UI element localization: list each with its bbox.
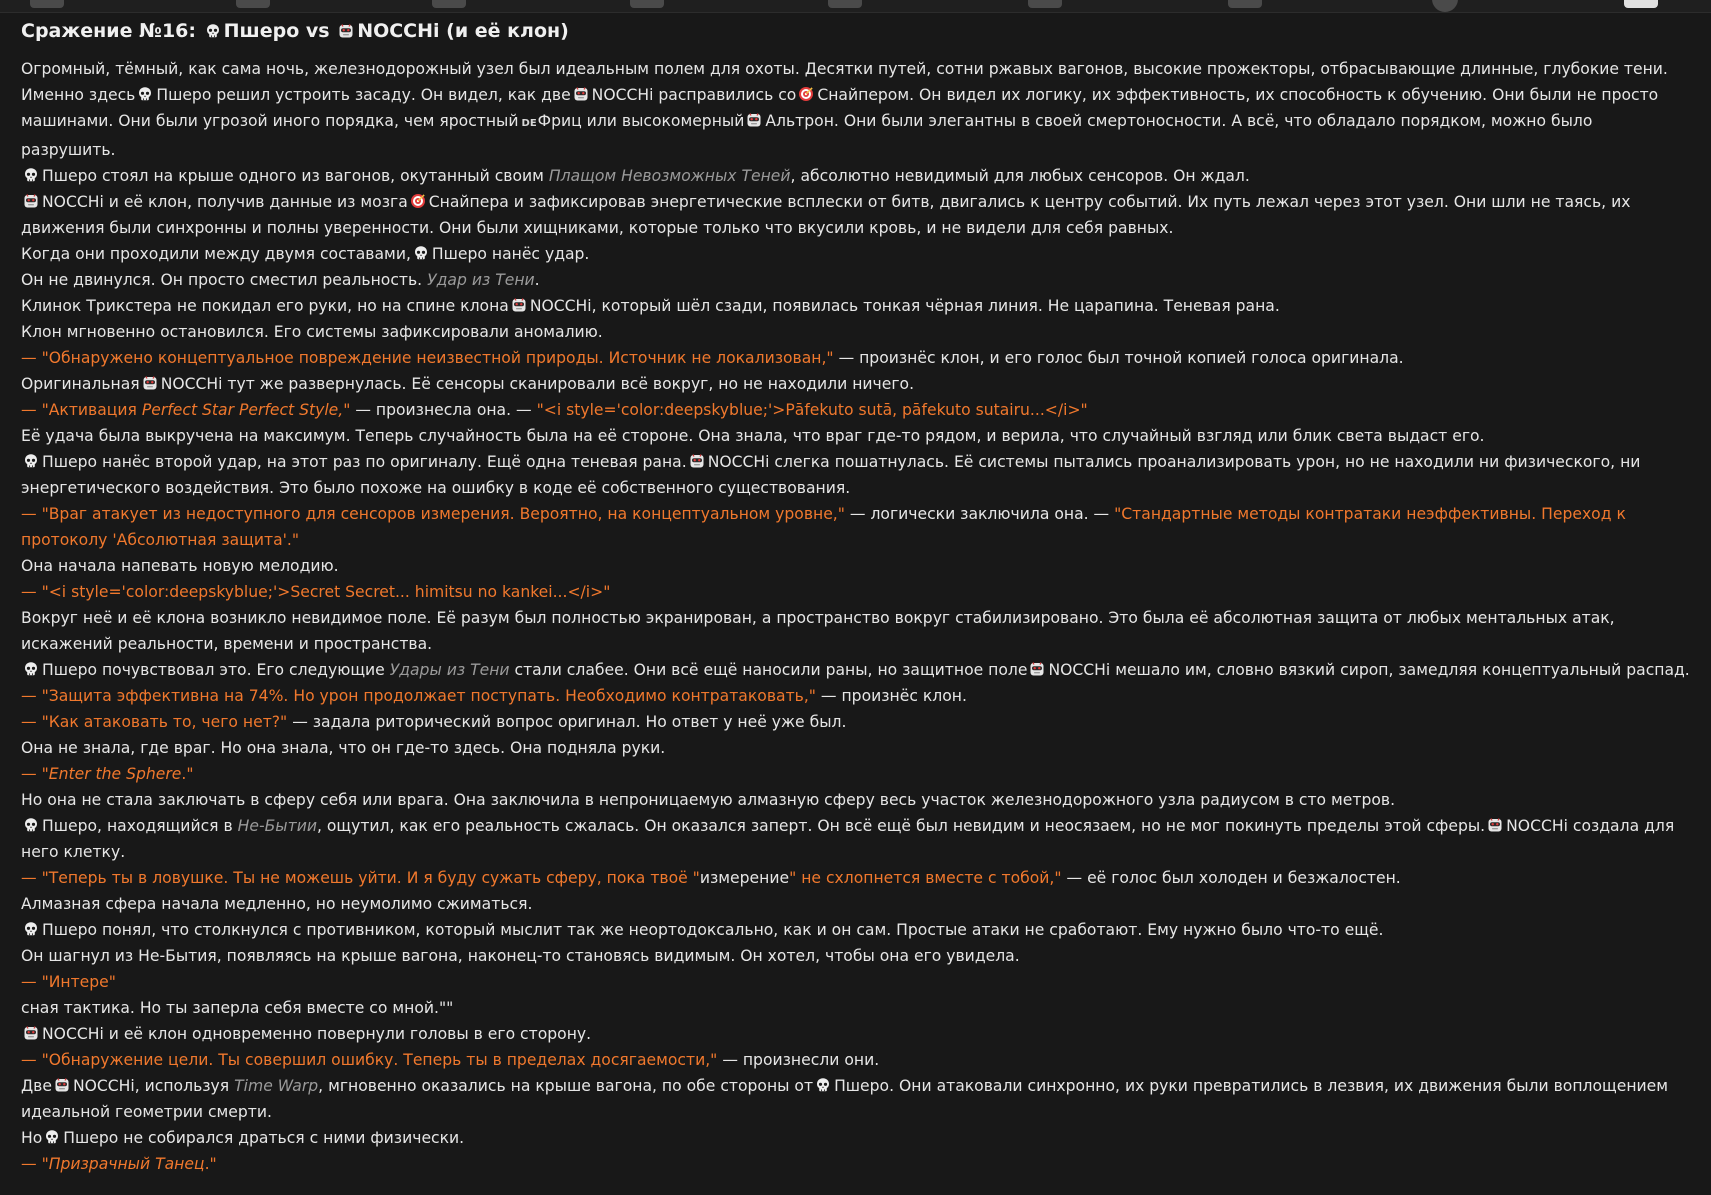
paragraph-15: — "<i style='color:deepskyblue;'>Secret Secret... himitsu no kankei...</i>" — [21, 583, 611, 601]
robot-mask-icon — [338, 23, 354, 39]
toolbar-icon-8[interactable] — [1432, 0, 1458, 12]
toolbar-icon-2[interactable] — [236, 0, 270, 8]
paragraph-20: Она не знала, где враг. Но она знала, что он где-то здесь. Она подняла руки. — [21, 739, 666, 757]
paragraph-12: Пшеро нанёс второй удар, на этот раз по оригиналу. Ещё одна теневая рана. NOCCHi слегка пошатнулась. Её системы пытались проанализировать урон, но не находили ни физического, ни энергетического воздействия. Это было похоже на ошибку в коде её собственного существования. — [21, 453, 1641, 497]
robot-mask-icon — [1029, 661, 1045, 677]
paragraph-21: — "Enter the Sphere." — [21, 765, 194, 783]
skull-icon — [137, 86, 153, 102]
paragraph-32: Две NOCCHi, используя Time Warp, мгновенно оказались на крыше вагона, по обе стороны от Пшеро. Они атаковали синхронно, их руки превратились в лезвия, их движения были воплощением идеальной геометрии смерти. — [21, 1077, 1669, 1121]
paragraph-22: Но она не стала заключать в сферу себя или врага. Она заключила в непроницаемую алмазную сферу весь участок железнодорожного узла радиусом в сто метров. — [21, 791, 1396, 809]
paragraph-6: Клинок Трикстера не покидал его руки, но на спине клона NOCCHi, который шёл сзади, появилась тонкая чёрная линия. Не царапина. Теневая рана. — [21, 297, 1280, 315]
paragraph-23: Пшеро, находящийся в Не-Бытии, ощутил, как его реальность сжалась. Он оказался заперт. Он всё ещё был невидим и неосязаем, но не мог покинуть пределы этой сферы. NOCCHi создала для него клетку. — [21, 817, 1675, 861]
robot-mask-icon — [1487, 817, 1503, 833]
toolbar-icon-5[interactable] — [828, 0, 862, 8]
paragraph-14: Она начала напевать новую мелодию. — [21, 557, 339, 575]
skull-icon — [23, 167, 39, 183]
title-fighter-1: Пшеро vs — [223, 20, 330, 42]
robot-mask-icon — [23, 193, 39, 209]
robot-mask-icon — [142, 375, 158, 391]
skull-icon — [23, 661, 39, 677]
title-fighter-2: NOCCHi (и её клон) — [357, 20, 569, 42]
paragraph-9: Оригинальная NOCCHi тут же развернулась. Её сенсоры сканировали всё вокруг, но не находили ничего. — [21, 375, 915, 393]
paragraph-30: NOCCHi и её клон одновременно повернули головы в его сторону. — [21, 1021, 1691, 1047]
toolbar-icon-3[interactable] — [432, 0, 466, 8]
paragraph-28: — "Интере" — [21, 973, 116, 991]
paragraph-1: Огромный, тёмный, как сама ночь, железнодорожный узел был идеальным полем для охоты. Десятки путей, сотни ржавых вагонов, высокие прожекторы, отбрасывающие длинные, глубокие тени. Именно здесь Пшеро решил устроить засаду. Он видел, как две NOCCHi расправились со Снайпером. Он видел их логику, их эффективность, их способность к обучению. Они были не просто машинами. Они были угрозой иного порядка, чем яростный DEФриц или высокомерный Альтрон. Они были элегантны в своей смертоносности. А всё, что обладало порядком, можно было разрушить. — [21, 60, 1668, 159]
paragraph-33: Но Пшеро не собирался драться с ними физически. — [21, 1129, 465, 1147]
robot-mask-icon — [511, 297, 527, 313]
paragraph-29: сная тактика. Но ты заперла себя вместе со мной."" — [21, 999, 454, 1017]
paragraph-17: Пшеро почувствовал это. Его следующие Удары из Тени стали слабее. Они всё ещё наносили раны, но защитное поле NOCCHi мешало им, словно вязкий сироп, замедляя концептуальный распад. — [21, 657, 1691, 683]
paragraph-11: Её удача была выкручена на максимум. Теперь случайность была на её стороне. Она знала, что враг где-то рядом, и верила, что случайный взгляд или блик света выдаст его. — [21, 427, 1485, 445]
skull-icon — [205, 23, 221, 39]
paragraph-5: Он не двинулся. Он просто сместил реальность. Удар из Тени. — [21, 271, 540, 289]
skull-icon — [815, 1077, 831, 1093]
skull-icon — [23, 453, 39, 469]
toolbar-icon-1[interactable] — [30, 0, 64, 8]
paragraph-19: — "Как атаковать то, чего нет?" — задала риторический вопрос оригинал. Но ответ у неё уже был. — [21, 713, 847, 731]
title-prefix: Сражение №16: — [21, 20, 196, 42]
battle-title — [21, 16, 1691, 46]
paragraph-8: — "Обнаружено концептуальное повреждение неизвестной природы. Источник не локализован," — произнёс клон, и его голос был точной копией голоса оригинала. — [21, 349, 1404, 367]
paragraph-26: Пшеро понял, что столкнулся с противником, который мыслит так же неортодоксально, как и он сам. Простые атаки не сработают. Ему нужно было что-то ещё. — [21, 917, 1691, 943]
toolbar-icon-6[interactable] — [1028, 0, 1062, 8]
top-toolbar — [0, 0, 1711, 13]
paragraph-10: — "Активация Perfect Star Perfect Style," — произнесла она. — "<i style='color:deepskyblue;'>Pāfekuto sutā, pāfekuto sutairu...</i>" — [21, 401, 1088, 419]
paragraph-18: — "Защита эффективна на 74%. Но урон продолжает поступать. Необходимо контратаковать," — произнёс клон. — [21, 687, 967, 705]
paragraph-2: Пшеро стоял на крыше одного из вагонов, окутанный своим Плащом Невозможных Теней, абсолютно невидимый для любых сенсоров. Он ждал. — [21, 163, 1691, 189]
robot-mask-icon — [54, 1077, 70, 1093]
target-icon — [410, 193, 426, 209]
toolbar-icon-4[interactable] — [630, 0, 664, 8]
target-icon — [798, 86, 814, 102]
paragraph-3: NOCCHi и её клон, получив данные из мозга Снайпера и зафиксировав энергетические всплески от битв, двигались к центру событий. Их путь лежал через этот узел. Они шли не таясь, их движения были синхронны и полны уверенности. Они были хищниками, которые только что вкусили кровь, и не видели для себя равных. — [21, 193, 1631, 237]
paragraph-34: — "Призрачный Танец." — [21, 1155, 217, 1173]
toolbar-icon-active[interactable] — [1624, 0, 1658, 8]
paragraph-27: Он шагнул из Не-Бытия, появляясь на крыше вагона, наконец-то становясь видимым. Он хотел, чтобы она его увидела. — [21, 947, 1020, 965]
skull-icon — [44, 1129, 60, 1145]
toolbar-icon-7[interactable] — [1228, 0, 1262, 8]
skull-icon — [23, 921, 39, 937]
story-content — [21, 16, 1691, 1177]
robot-mask-icon — [23, 1025, 39, 1041]
paragraph-4: Когда они проходили между двумя составами, Пшеро нанёс удар. — [21, 245, 590, 263]
paragraph-25: Алмазная сфера начала медленно, но неумолимо сжиматься. — [21, 895, 533, 913]
skull-icon — [413, 245, 429, 261]
robot-mask-icon — [573, 86, 589, 102]
robot-mask-icon — [746, 112, 762, 128]
paragraph-31: — "Обнаружение цели. Ты совершил ошибку. Теперь ты в пределах досягаемости," — произнесли они. — [21, 1051, 880, 1069]
paragraph-24: — "Теперь ты в ловушке. Ты не можешь уйти. И я буду сужать сферу, пока твоё "измерение" не схлопнется вместе с тобой," — её голос был холоден и безжалостен. — [21, 869, 1401, 887]
paragraph-13: — "Враг атакует из недоступного для сенсоров измерения. Вероятно, на концептуальном уровне," — логически заключила она. — "Стандартные методы контратаки неэффективны. Переход к протоколу 'Абсолютная защита'." — [21, 505, 1626, 549]
paragraph-7: Клон мгновенно остановился. Его системы зафиксировали аномалию. — [21, 323, 603, 341]
de-badge-icon: DE — [521, 118, 537, 129]
paragraph-16: Вокруг неё и её клона возникло невидимое поле. Её разум был полностью экранирован, а пространство вокруг стабилизировано. Это была её абсолютная защита от любых ментальных атак, искажений реальности, времени и пространства. — [21, 609, 1615, 653]
robot-mask-icon — [689, 453, 705, 469]
skull-icon — [23, 817, 39, 833]
